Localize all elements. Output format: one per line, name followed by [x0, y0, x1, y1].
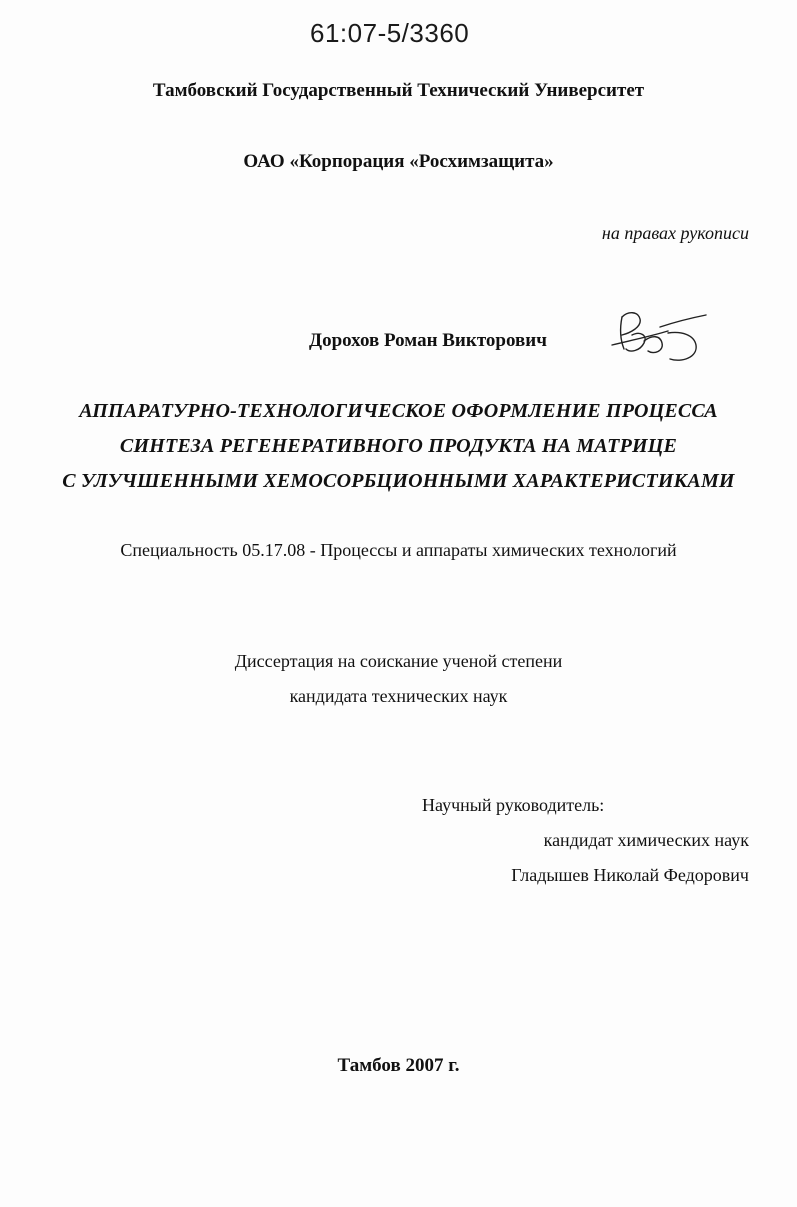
- supervisor-name: Гладышев Николай Федорович: [511, 865, 749, 885]
- dissertation-title-line-1: АППАРАТУРНО-ТЕХНОЛОГИЧЕСКОЕ ОФОРМЛЕНИЕ ПРОЦЕССА: [79, 400, 718, 422]
- supervisor-label: Научный руководитель:: [422, 795, 605, 815]
- manuscript-note: на правах рукописи: [601, 223, 749, 243]
- catalog-number: 61:07-5/3360: [310, 18, 470, 48]
- handwritten-signature-icon: [608, 305, 718, 370]
- university-name: Тамбовский Государственный Технический Университет: [152, 80, 645, 101]
- specialty-line: Специальность 05.17.08 - Процессы и аппараты химических технологий: [120, 540, 677, 560]
- dissertation-title-line-3: С УЛУЧШЕННЫМИ ХЕМОСОРБЦИОННЫМИ ХАРАКТЕРИСТИКАМИ: [62, 470, 735, 492]
- supervisor-degree: кандидат химических наук: [543, 830, 749, 850]
- city-year: Тамбов 2007 г.: [337, 1055, 460, 1076]
- dissertation-degree-line-2: кандидата технических наук: [289, 686, 508, 706]
- dissertation-degree-line-1: Диссертация на соискание ученой степени: [234, 651, 563, 671]
- author-name: Дорохов Роман Викторович: [309, 330, 547, 351]
- dissertation-title-line-2: СИНТЕЗА РЕГЕНЕРАТИВНОГО ПРОДУКТА НА МАТРИЦЕ: [119, 435, 678, 457]
- corporation-name: ОАО «Корпорация «Росхимзащита»: [243, 151, 554, 172]
